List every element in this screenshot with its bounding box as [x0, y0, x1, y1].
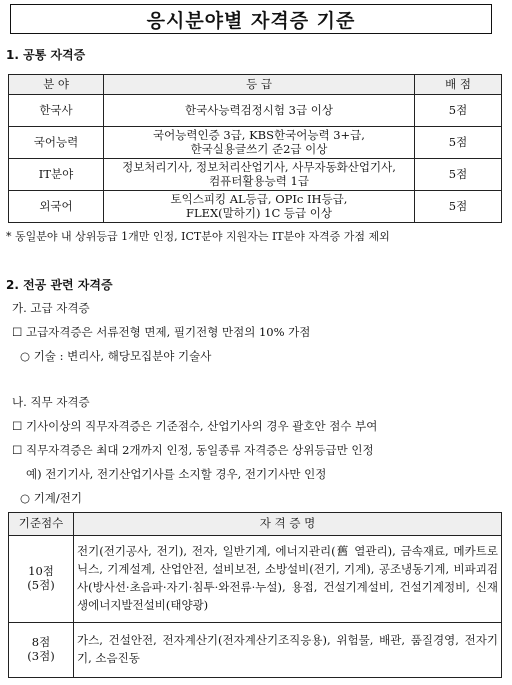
grade-line: 정보처리기사, 정보처리산업기사, 사무자동화산업기사, [122, 159, 396, 174]
grade-line: FLEX(말하기) 1C 등급 이상 [185, 205, 332, 220]
score-line: (3점) [27, 649, 55, 663]
subsection-b-title: 나. 직무 자격증 [12, 395, 90, 409]
score-line: (5점) [27, 578, 55, 592]
score-line: 10점 [28, 564, 54, 579]
page-title: 응시분야별 자격증 기준 [146, 9, 356, 32]
cell-score: 5점 [415, 95, 502, 127]
table-header-row [9, 513, 502, 536]
score-line: 8점 [31, 635, 51, 650]
subsection-b-item2: ☐ 직무자격증은 최대 2개까지 인정, 동일종류 자격증은 상위등급만 인정 [12, 443, 374, 457]
table-row [9, 191, 502, 223]
table-header-row [9, 75, 502, 95]
cell-grade [104, 159, 415, 191]
cell-field: IT분야 [9, 159, 104, 191]
cell-field: 국어능력 [9, 127, 104, 159]
cell-grade [104, 191, 415, 223]
common-cert-table [8, 74, 502, 223]
grade-line: 컴퓨터활용능력 1급 [209, 173, 309, 188]
cell-cert-names: 가스, 건설안전, 전자계산기(전자계산기조직응용), 위험물, 배관, 품질경영, 전자기기, 소음진동 [74, 623, 502, 678]
header-grade: 등 급 [104, 75, 415, 95]
grade-line: 국어능력인증 3급, KBS한국어능력 3+급, [153, 127, 365, 142]
cell-score: 5점 [415, 191, 502, 223]
cell-grade [104, 127, 415, 159]
common-cert-note: * 동일분야 내 상위등급 1개만 인정, ICT분야 지원자는 IT분야 자격증 가점 제외 [6, 230, 390, 243]
table-row [9, 536, 502, 623]
table-row [9, 127, 502, 159]
cell-score: 5점 [415, 127, 502, 159]
subsection-a-title: 가. 고급 자격증 [12, 301, 90, 315]
cell-score [9, 536, 74, 623]
grade-line: 토익스피킹 AL등급, OPIc IH등급, [170, 191, 348, 206]
subsection-b-category: ○ 기계/전기 [20, 491, 82, 505]
title-box [10, 4, 492, 34]
table-row [9, 95, 502, 127]
table-row [9, 623, 502, 678]
cell-cert-names: 전기(전기공사, 전기), 전자, 일반기계, 에너지관리(舊 열관리), 금속재료, 메카트로닉스, 기계설계, 산업안전, 설비보전, 소방설비(전기, 기계), 공조냉동기계, 비파괴검사(방사선·초음파·자기·침투·와전류·누설), 용접, 건설기계설비, 건설기계정비, 신재생에너지발전설비(태양광) [74, 536, 502, 623]
cell-field: 외국어 [9, 191, 104, 223]
header-field: 분 야 [9, 75, 104, 95]
table-row [9, 159, 502, 191]
subsection-a-item: ☐ 고급자격증은 서류전형 면제, 필기전형 만점의 10% 가점 [12, 325, 311, 339]
subsection-a-detail: ○ 기술 : 변리사, 해당모집분야 기술사 [20, 349, 212, 363]
subsection-b-item1: ☐ 기사이상의 직무자격증은 기준점수, 산업기사의 경우 괄호안 점수 부여 [12, 419, 378, 433]
section2-heading: 2. 전공 관련 자격증 [6, 278, 113, 292]
cell-field: 한국사 [9, 95, 104, 127]
cell-grade: 한국사능력검정시험 3급 이상 [104, 95, 415, 127]
subsection-b-example: 예) 전기기사, 전기산업기사를 소지할 경우, 전기기사만 인정 [26, 467, 327, 481]
header-score: 배 점 [415, 75, 502, 95]
cell-score [9, 623, 74, 678]
header-base-score: 기준점수 [9, 513, 74, 536]
header-cert-names: 자 격 증 명 [74, 513, 502, 536]
job-cert-table [8, 512, 502, 678]
section1-heading: 1. 공통 자격증 [6, 48, 86, 62]
cell-score: 5점 [415, 159, 502, 191]
grade-line: 한국실용글쓰기 준2급 이상 [190, 141, 328, 156]
